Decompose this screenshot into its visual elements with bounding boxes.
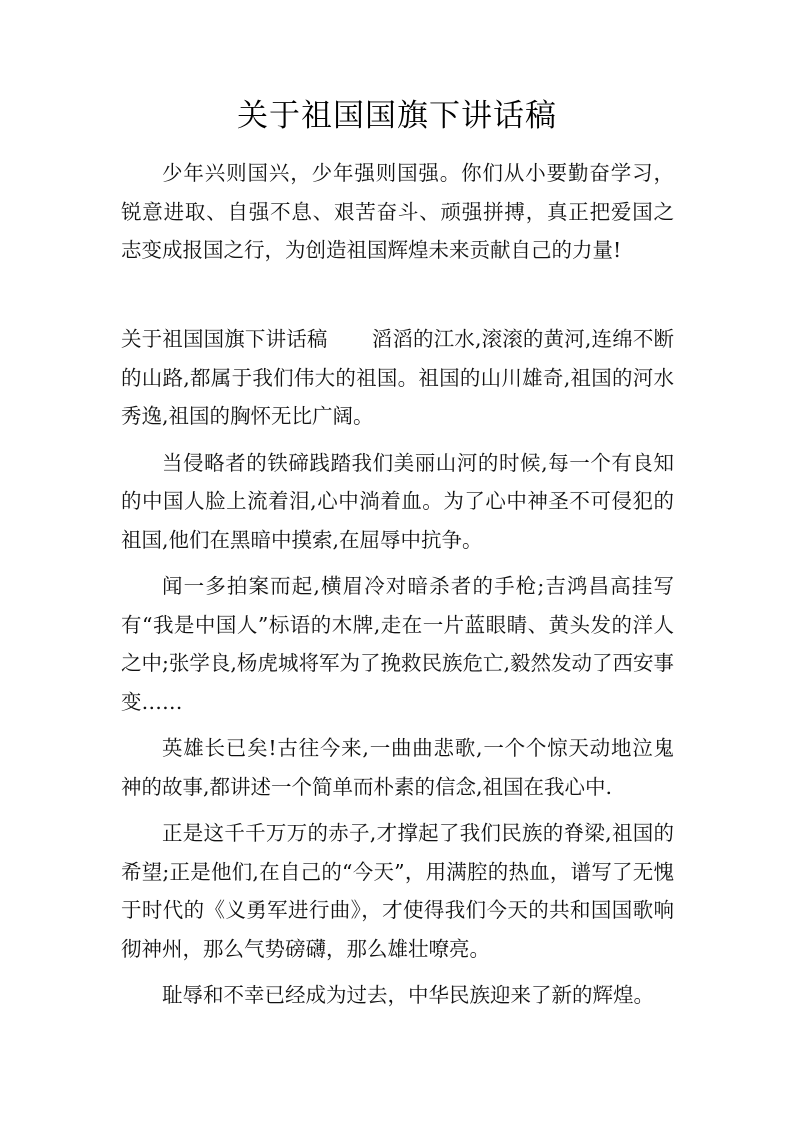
first-paragraph — [121, 320, 674, 436]
intro-paragraph: 少年兴则国兴，少年强则国强。你们从小要勤奋学习，锐意进取、自强不息、艰苦奋斗、顽强拼搏，真正把爱国之志变成报国之行，为创造祖国辉煌未来贡献自己的力量! — [121, 161, 674, 262]
body-paragraph: 正是这千千万万的赤子,才撑起了我们民族的脊梁,祖国的希望;正是他们,在自己的“今天”，用满腔的热血，谱写了无愧于时代的《义勇军进行曲》，才使得我们今天的共和国国歌响彻神州，那么气势磅礴，那么雄壮嘹亮。 — [121, 821, 674, 961]
speech-body — [121, 320, 674, 1023]
body-paragraph: 当侵略者的铁碲践踏我们美丽山河的时候,每一个有良知的中国人脸上流着泪,心中淌着血。为了心中神圣不可侵犯的祖国,他们在黑暗中摸索,在屈辱中抗争。 — [121, 450, 674, 552]
first-paragraph-heading: 关于祖国国旗下讲话稿 — [121, 327, 328, 351]
intro-section — [121, 154, 674, 278]
body-paragraph: 英雄长已矣!古往今来,一曲曲悲歌,一个个惊天动地泣鬼神的故事,都讲述一个简单而朴素的信念,祖国在我心中. — [121, 736, 674, 799]
first-paragraph-text: 滔滔的江水,滚滚的黄河,连绵不断的山路,都属于我们伟大的祖国。祖国的山川雄奇,祖国的河水秀逸,祖国的胸怀无比广阔。 — [121, 327, 674, 428]
body-paragraph: 耻辱和不幸已经成为过去，中华民族迎来了新的辉煌。 — [162, 983, 654, 1007]
body-paragraph: 闻一多拍案而起,横眉冷对暗杀者的手枪;吉鸿昌高挂写有“我是中国人”标语的木牌,走在一片蓝眼睛、黄头发的洋人之中;张学良,杨虎城将军为了挽救民族危亡,毅然发动了西安事变…… — [121, 574, 674, 714]
document-title: 关于祖国国旗下讲话稿 — [237, 98, 557, 134]
